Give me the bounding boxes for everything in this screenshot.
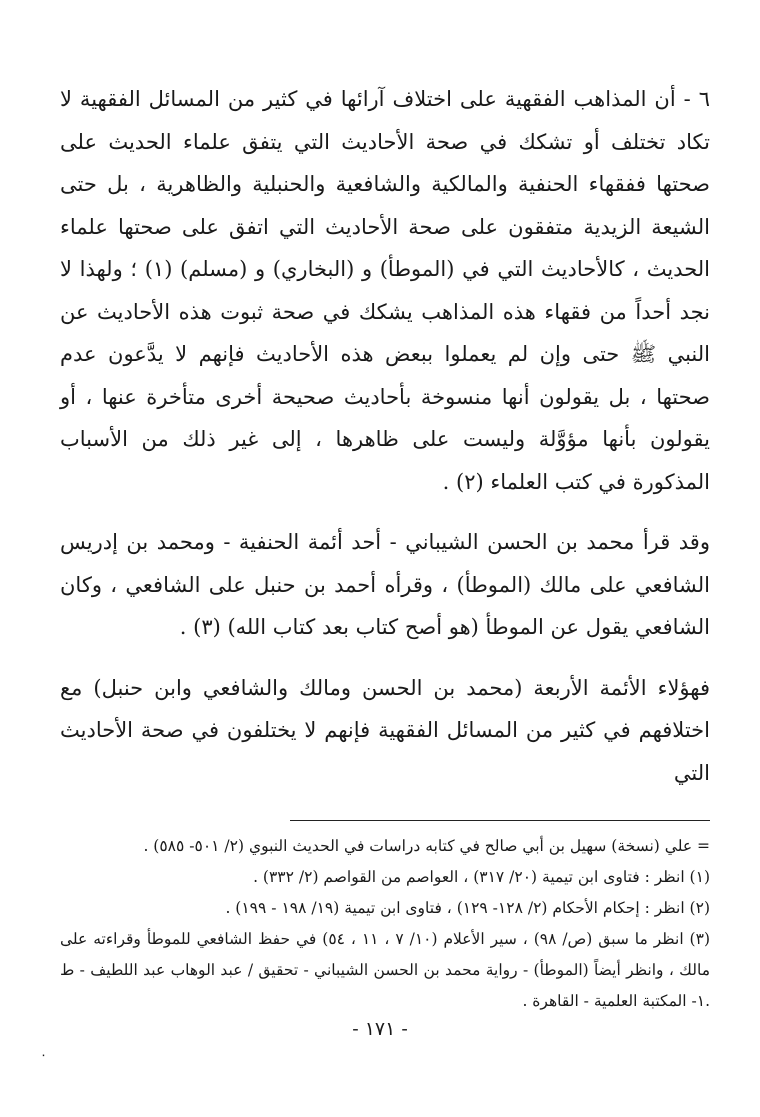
paragraph-four-imams: فهؤلاء الأئمة الأربعة (محمد بن الحسن ومالك والشافعي وابن حنبل) مع اختلافهم في كثير من المسائل الفقهية فإنهم لا يختلفون في صحة الأحاديث التي	[60, 675, 710, 785]
page-body	[60, 78, 710, 1017]
footnote-2: (٢) انظر : إحكام الأحكام (٢/ ١٢٨- ١٢٩) ، فتاوى ابن تيمية (١٩/ ١٩٨ - ١٩٩) .	[225, 899, 710, 917]
footnote-continuation: = علي (نسخة) سهيل بن أبي صالح في كتابه دراسات في الحديث النبوي (٢/ ٥٠١- ٥٨٥) .	[143, 837, 710, 855]
footnote-separator	[290, 820, 710, 821]
paragraph-muwatta-reading: وقد قرأ محمد بن الحسن الشيباني - أحد أئمة الحنفية - ومحمد بن إدريس الشافعي على مالك (الموطأ) ، وقرأه أحمد بن حنبل على الشافعي ، وكان الشافعي يقول عن الموطأ (هو أصح كتاب بعد كتاب الله) (٣) .	[60, 530, 710, 639]
footnote-3: (٣) انظر ما سبق (ص/ ٩٨) ، سير الأعلام (١٠/ ٧ ، ١١ ، ٥٤) في حفظ الشافعي للموطأ وقراءته على مالك ، وانظر أيضاً (الموطأ) - رواية محمد بن الحسن الشيباني - تحقيق / عبد الوهاب عبد اللطيف - ط .١- المكتبة العلمية - القاهرة .	[60, 930, 710, 1010]
page-number: - ١٧١ -	[352, 1018, 408, 1040]
paragraph-point-six: ٦ - أن المذاهب الفقهية على اختلاف آرائها في كثير من المسائل الفقهية لا تكاد تختلف أو تشكك في صحة الأحاديث التي يتفق علماء الحديث على صحتها ففقهاء الحنفية والمالكية والشافعية والحنبلية والظاهرية ، بل حتى الشيعة الزيدية متفقون على صحة الأحاديث التي اتفق على صحتها علماء الحديث ، كالأحاديث التي في (الموطأ) و (البخاري) و (مسلم) (١) ؛ ولهذا لا نجد أحداً من فقهاء هذه المذاهب يشكك في صحة ثبوت هذه الأحاديث عن النبي ﷺ حتى وإن لم يعملوا ببعض هذه الأحاديث فإنهم لا يدَّعون عدم صحتها ، بل يقولون أنها منسوخة بأحاديث صحيحة أخرى متأخرة عنها ، أو يقولون بأنها مؤوَّلة وليست على ظاهرها ، إلى غير ذلك من الأسباب المذكورة في كتب العلماء (٢) .	[60, 87, 710, 494]
footnotes	[60, 831, 710, 1017]
corner-mark: ٠	[40, 1048, 47, 1063]
footnote-1: (١) انظر : فتاوى ابن تيمية (٢٠/ ٣١٧) ، العواصم من القواصم (٢/ ٣٣٢) .	[253, 868, 710, 886]
